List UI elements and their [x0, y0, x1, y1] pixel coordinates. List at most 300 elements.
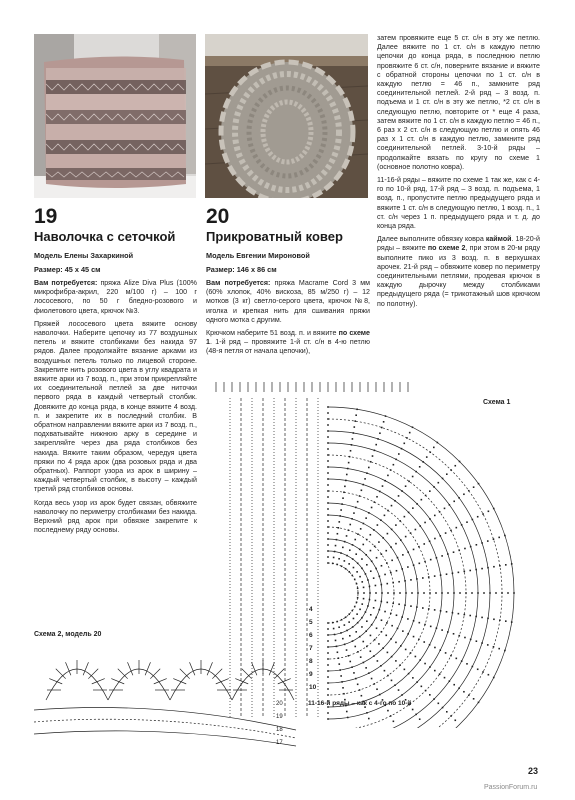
stitch-mark: [468, 490, 470, 492]
stitch-mark: [351, 444, 353, 446]
stitch-mark: [382, 647, 384, 649]
stitch-mark: [367, 579, 369, 581]
stitch-mark: [423, 641, 425, 643]
stitch-mark: [349, 524, 351, 526]
stitch-mark: [452, 612, 454, 614]
stitch-mark: [357, 533, 359, 535]
stitch-mark: [348, 621, 350, 623]
stitch-mark: [375, 600, 377, 602]
stitch-mark: [374, 501, 376, 503]
stitch-mark: [359, 689, 361, 691]
stitch-mark: [327, 652, 329, 654]
border-bold-2: по схеме 2: [427, 244, 466, 253]
schema-2-label: Схема 2, модель 20: [34, 631, 102, 638]
stitch-mark: [441, 555, 443, 557]
stitch-mark: [434, 575, 436, 577]
model-20-title: Прикроватный ковер: [206, 229, 343, 244]
stitch-mark: [387, 533, 389, 535]
stitch-mark: [327, 460, 329, 462]
stitch-mark: [370, 534, 372, 536]
scallop-stitch: [66, 662, 71, 675]
stitch-mark: [488, 674, 490, 676]
stitch-mark: [352, 626, 354, 628]
stitch-mark: [392, 603, 394, 605]
stitch-mark: [344, 560, 346, 562]
stitch-mark: [384, 611, 386, 613]
stitch-mark: [367, 605, 369, 607]
stitch-mark: [469, 615, 471, 617]
stitch-mark: [399, 592, 401, 594]
stitch-mark: [380, 519, 382, 521]
stitch-mark: [336, 621, 338, 623]
stitch-mark: [356, 613, 358, 615]
stitch-mark: [368, 467, 370, 469]
stitch-mark: [400, 645, 402, 647]
stitch-mark: [377, 438, 379, 440]
stitch-mark: [344, 541, 346, 543]
stitch-mark: [434, 515, 436, 517]
stitch-mark: [341, 681, 343, 683]
stitch-mark: [483, 592, 485, 594]
stitch-mark: [381, 601, 383, 603]
stitch-mark: [361, 603, 363, 605]
materials-text: пряжа Alize Diva Plus (100% микрофибра-акрил, 220 м/100 г) – 100 г лососевого, по 50 г бледно-розового и фиолетового цвета, крючок №3.: [34, 279, 197, 315]
stitch-mark: [381, 427, 383, 429]
stitch-mark: [327, 670, 329, 672]
size-label: Размер:: [34, 265, 63, 274]
stitch-mark: [401, 694, 403, 696]
stitch-mark: [482, 513, 484, 515]
stitch-mark: [395, 524, 397, 526]
stitch-mark: [415, 656, 417, 658]
stitch-mark: [391, 560, 393, 562]
stitch-mark: [361, 626, 363, 628]
scallop-stitch: [128, 662, 133, 675]
materials-label: Вам потребуется:: [34, 279, 98, 287]
chart-row-arc: [328, 491, 430, 695]
stitch-mark: [336, 539, 338, 541]
schema-1-bottom-note: 11-16-й ряды – как с 4-го по 10-й: [308, 700, 412, 707]
model-20-number: 20: [206, 205, 230, 228]
stitch-mark: [380, 665, 382, 667]
stitch-mark: [370, 635, 372, 637]
stitch-mark: [368, 718, 370, 720]
stitch-mark: [375, 585, 377, 587]
stitch-mark: [415, 529, 417, 531]
stitch-mark: [440, 574, 442, 576]
schema-2-chart: [34, 640, 299, 755]
model-19-title: Наволочка с сеточкой: [34, 229, 176, 244]
schema-1-label: Схема 1: [483, 399, 511, 406]
stitch-mark: [493, 538, 495, 540]
stitch-mark: [409, 432, 411, 434]
stitch-mark: [433, 447, 435, 449]
stitch-mark: [327, 538, 329, 540]
intro-text-a: Крючком наберите 51 возд. п. и вяжите: [206, 329, 339, 338]
stitch-mark: [481, 542, 483, 544]
stitch-mark: [413, 549, 415, 551]
stitch-mark: [327, 712, 329, 714]
stitch-mark: [356, 408, 358, 410]
stitch-mark: [352, 558, 354, 560]
stitch-mark: [421, 499, 423, 501]
stitch-mark: [453, 633, 455, 635]
stitch-mark: [470, 546, 472, 548]
stitch-mark: [365, 611, 367, 613]
stitch-mark: [327, 496, 329, 498]
stitch-mark: [352, 640, 354, 642]
stitch-mark: [373, 577, 375, 579]
stitch-mark: [365, 554, 367, 556]
stitch-mark: [421, 686, 423, 688]
stitch-mark: [370, 461, 372, 463]
chart-row-arc: [328, 419, 502, 728]
stitch-mark: [361, 558, 363, 560]
size-label: Размер:: [206, 265, 235, 274]
stitch-mark: [410, 605, 412, 607]
stitch-mark: [438, 703, 440, 705]
stitch-mark: [449, 504, 451, 506]
stitch-mark: [351, 575, 353, 577]
stitch-mark: [461, 660, 463, 662]
scallop-stitch: [252, 662, 257, 675]
stitch-mark: [369, 599, 371, 601]
stitch-mark: [327, 658, 329, 660]
stitch-mark: [366, 564, 368, 566]
stitch-mark: [356, 583, 358, 585]
stitch-mark: [368, 512, 370, 514]
stitch-mark: [327, 628, 329, 630]
stitch-mark: [365, 573, 367, 575]
stitch-mark: [341, 503, 343, 505]
stitch-mark: [340, 552, 342, 554]
stitch-mark: [476, 640, 478, 642]
stitch-mark: [456, 527, 458, 529]
chart-row-arc: [328, 443, 478, 728]
stitch-mark: [327, 430, 329, 432]
stitch-mark: [498, 648, 500, 650]
stitch-mark: [461, 524, 463, 526]
size-value: 45 х 45 см: [64, 265, 101, 274]
stitch-mark: [505, 564, 507, 566]
stitch-mark: [353, 567, 355, 569]
stitch-mark: [463, 691, 465, 693]
stitch-mark: [477, 592, 479, 594]
stitch-mark: [466, 663, 468, 665]
stitch-mark: [334, 551, 336, 553]
stitch-mark: [340, 675, 342, 677]
stitch-mark: [413, 564, 415, 566]
stitch-mark: [338, 626, 340, 628]
stitch-mark: [446, 473, 448, 475]
stitch-mark: [333, 628, 335, 630]
border-text-c: , при этом в 20-м ряду выполните пико из 3 возд. п. в верхушках арочек. 21-й ряд – обвяжите ковер по периметру соединительными петлями, продевая крючок в каждую дырочку между столбиками предыдущего ряда (= трикотажный шов крючком по полотну).: [377, 244, 540, 308]
stitch-mark: [351, 518, 353, 520]
stitch-mark: [354, 646, 356, 648]
scallop-stitch: [190, 662, 195, 675]
stitch-mark: [464, 614, 466, 616]
stitch-mark: [366, 712, 368, 714]
stitch-mark: [373, 655, 375, 657]
stitch-mark: [349, 635, 351, 637]
stitch-mark: [327, 532, 329, 534]
stitch-mark: [357, 501, 359, 503]
border-text-a: Далее выполните обвязку ковра: [377, 235, 486, 244]
stitch-mark: [472, 519, 474, 521]
stitch-mark: [395, 660, 397, 662]
stitch-mark: [366, 620, 368, 622]
stitch-mark: [337, 533, 339, 535]
row-number: 7: [309, 645, 313, 652]
stitch-mark: [342, 547, 344, 549]
stitch-mark: [327, 448, 329, 450]
stitch-mark: [410, 652, 412, 654]
stitch-mark: [327, 622, 329, 624]
stitch-mark: [493, 646, 495, 648]
stitch-mark: [468, 694, 470, 696]
stitch-mark: [349, 549, 351, 551]
row-number: 6: [309, 632, 313, 639]
stitch-mark: [373, 607, 375, 609]
stitch-mark: [327, 676, 329, 678]
stitch-mark: [411, 592, 413, 594]
stitch-mark: [384, 574, 386, 576]
stitch-mark: [440, 610, 442, 612]
stitch-mark: [369, 586, 371, 588]
stitch-mark: [412, 507, 414, 509]
stitch-mark: [393, 464, 395, 466]
stitch-mark: [376, 496, 378, 498]
stitch-mark: [458, 635, 460, 637]
stitch-mark: [379, 609, 381, 611]
stitch-mark: [338, 558, 340, 560]
stitch-mark: [354, 420, 356, 422]
stitch-mark: [338, 657, 340, 659]
stitch-mark: [481, 568, 483, 570]
stitch-mark: [346, 649, 348, 651]
stitch-mark: [478, 702, 480, 704]
stitch-mark: [441, 592, 443, 594]
stitch-mark: [385, 415, 387, 417]
stitch-mark: [463, 493, 465, 495]
stitch-mark: [511, 563, 513, 565]
chart-row-arc: [328, 479, 442, 707]
stitch-mark: [355, 414, 357, 416]
stitch-mark: [477, 668, 479, 670]
materials-paragraph: [34, 279, 197, 316]
stitch-mark: [346, 535, 348, 537]
stitch-mark: [425, 495, 427, 497]
stitch-mark: [423, 543, 425, 545]
stitch-mark: [336, 646, 338, 648]
stitch-mark: [446, 711, 448, 713]
stitch-mark: [371, 507, 373, 509]
stitch-mark: [364, 478, 366, 480]
stitch-mark: [327, 424, 329, 426]
stitch-mark: [445, 652, 447, 654]
stitch-mark: [344, 624, 346, 626]
stitch-mark: [362, 484, 364, 486]
stitch-mark: [398, 689, 400, 691]
stitch-mark: [363, 662, 365, 664]
stitch-mark: [332, 563, 334, 565]
stitch-mark: [365, 630, 367, 632]
stitch-mark: [376, 557, 378, 559]
chart-row-arc: [328, 503, 418, 683]
stitch-mark: [417, 592, 419, 594]
stitch-mark: [327, 418, 329, 420]
rows-11-17-paragraph: 11-16-й ряды – вяжите по схеме 1 так же, как с 4-го по 10-й ряд, 17-й ряд – 3 возд. п. подъема, 1 возд. п., пропустите петлю предыдущего ряда и вяжите 1 ст. с/н в следующую петлю, 1 возд. п., 1 ст. с/н через 1 п. предыдущего ряда и т. д. до конца ряда.: [377, 176, 540, 231]
stitch-mark: [362, 641, 364, 643]
stitch-mark: [336, 564, 338, 566]
stitch-mark: [412, 426, 414, 428]
stitch-mark: [378, 643, 380, 645]
stitch-mark: [345, 616, 347, 618]
stitch-mark: [352, 544, 354, 546]
stitch-mark: [493, 566, 495, 568]
stitch-mark: [363, 523, 365, 525]
stitch-mark: [410, 579, 412, 581]
pillow-photo: [34, 34, 196, 198]
stitch-mark: [481, 642, 483, 644]
stitch-mark: [426, 456, 428, 458]
stitch-mark: [435, 592, 437, 594]
stitch-mark: [386, 583, 388, 585]
stitch-mark: [360, 528, 362, 530]
stitch-mark: [359, 636, 361, 638]
stitch-mark: [391, 529, 393, 531]
stitch-mark: [372, 455, 374, 457]
stitch-mark: [327, 694, 329, 696]
stitch-mark: [374, 546, 376, 548]
stitch-mark: [385, 550, 387, 552]
stitch-mark: [447, 631, 449, 633]
border-bold-1: каймой: [485, 235, 512, 244]
stitch-mark: [453, 551, 455, 553]
stitch-mark: [458, 550, 460, 552]
materials-text: пряжа Macrame Cord 3 мм (60% хлопок, 40% вискоза, 85 м/250 г) – 12 мотков (3 кг) светло-серого цвета, крючок №8, иголка и крепкая нить для сшивания пряжи одного мотка с другим.: [206, 279, 370, 324]
stitch-mark: [422, 577, 424, 579]
materials-label: Вам потребуется:: [206, 279, 271, 287]
stitch-mark: [412, 709, 414, 711]
stitch-mark: [405, 485, 407, 487]
intro-bold: по схеме 1: [206, 329, 370, 347]
stitch-mark: [423, 592, 425, 594]
stitch-mark: [355, 553, 357, 555]
stitch-mark: [422, 607, 424, 609]
stitch-mark: [327, 472, 329, 474]
stitch-mark: [361, 617, 363, 619]
stitch-mark: [439, 649, 441, 651]
instructions-paragraph: Когда весь узор из арок будет связан, обвяжите наволочку по периметру столбиками без накида. Верхний ряд арок при обвязке закрепите к последнему ряду основы.: [34, 498, 197, 535]
scallop-stitch: [269, 662, 274, 675]
stitch-mark: [507, 592, 509, 594]
stitch-mark: [466, 521, 468, 523]
stitch-mark: [511, 621, 513, 623]
stitch-mark: [373, 529, 375, 531]
stitch-mark: [433, 486, 435, 488]
stitch-mark: [473, 698, 475, 700]
stitch-mark: [416, 606, 418, 608]
stitch-mark: [391, 625, 393, 627]
stitch-mark: [446, 573, 448, 575]
stitch-mark: [384, 670, 386, 672]
stitch-mark: [470, 639, 472, 641]
stitch-mark: [327, 490, 329, 492]
stitch-mark: [327, 526, 329, 528]
stitch-mark: [374, 639, 376, 641]
stitch-mark: [444, 677, 446, 679]
stitch-mark: [387, 475, 389, 477]
stitch-mark: [458, 687, 460, 689]
scallop-stitch: [83, 662, 88, 675]
stitch-mark: [340, 509, 342, 511]
stitch-mark: [450, 655, 452, 657]
stitch-mark: [346, 555, 348, 557]
stitch-mark: [382, 537, 384, 539]
stitch-mark: [401, 490, 403, 492]
model-19-author: Модель Елены Захаркиной: [34, 251, 134, 260]
stitch-mark: [499, 619, 501, 621]
stitch-mark: [381, 553, 383, 555]
stitch-mark: [387, 510, 389, 512]
stitch-mark: [419, 622, 421, 624]
stitch-mark: [359, 549, 361, 551]
stitch-mark: [447, 553, 449, 555]
stitch-mark: [368, 672, 370, 674]
stitch-mark: [428, 576, 430, 578]
stitch-mark: [395, 459, 397, 461]
stitch-mark: [407, 566, 409, 568]
stitch-mark: [342, 497, 344, 499]
border-row: [34, 731, 296, 746]
stitch-mark: [458, 572, 460, 574]
stitch-mark: [429, 451, 431, 453]
intro-text-b: . 1-й ряд – провяжите 1-й ст. с/н в 4-ю петлю (48-я петля от начала цепочки),: [206, 338, 370, 356]
stitch-mark: [386, 562, 388, 564]
stitch-mark: [379, 432, 381, 434]
stitch-mark: [327, 502, 329, 504]
model-20-author: Модель Евгении Мироновой: [206, 251, 310, 260]
stitch-mark: [488, 510, 490, 512]
stitch-mark: [374, 683, 376, 685]
chart-row-arc: [328, 527, 394, 659]
stitch-mark: [424, 522, 426, 524]
stitch-mark: [397, 628, 399, 630]
stitch-mark: [357, 588, 359, 590]
stitch-mark: [348, 529, 350, 531]
stitch-mark: [425, 690, 427, 692]
model-20-size: [206, 265, 277, 274]
stitch-mark: [407, 618, 409, 620]
border-paragraph: [377, 235, 540, 309]
stitch-mark: [347, 468, 349, 470]
stitch-mark: [465, 592, 467, 594]
stitch-mark: [407, 633, 409, 635]
stitch-mark: [360, 656, 362, 658]
stitch-mark: [379, 491, 381, 493]
stitch-mark: [439, 511, 441, 513]
stitch-mark: [395, 642, 397, 644]
stitch-mark: [493, 508, 495, 510]
stitch-mark: [391, 656, 393, 658]
stitch-mark: [337, 651, 339, 653]
stitch-mark: [381, 584, 383, 586]
stitch-mark: [450, 469, 452, 471]
stitch-mark: [327, 484, 329, 486]
stitch-mark: [363, 598, 365, 600]
stitch-mark: [370, 550, 372, 552]
